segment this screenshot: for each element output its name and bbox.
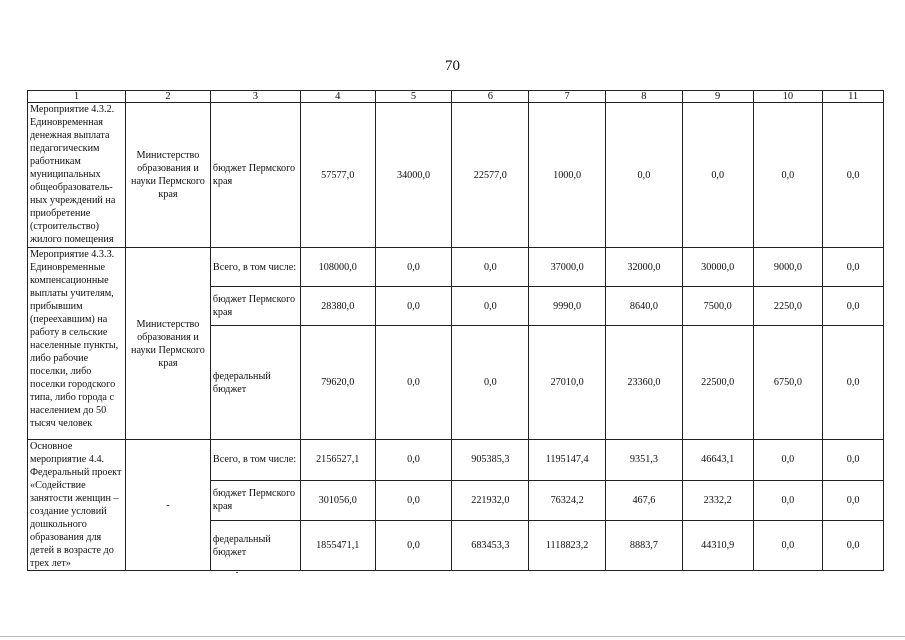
amount-cell: 467,6 bbox=[606, 480, 683, 521]
amount-cell: 0,0 bbox=[753, 521, 823, 571]
scan-speck bbox=[236, 572, 238, 573]
column-header: 3 bbox=[210, 91, 300, 103]
table-row bbox=[28, 248, 884, 287]
amount-cell: 0,0 bbox=[452, 248, 529, 287]
amount-cell: 683453,3 bbox=[452, 521, 529, 571]
column-header: 1 bbox=[28, 91, 126, 103]
amount-cell: 0,0 bbox=[375, 248, 452, 287]
executor: - bbox=[126, 440, 211, 571]
column-header: 5 bbox=[375, 91, 452, 103]
amount-cell: 0,0 bbox=[823, 287, 884, 326]
scan-edge-line bbox=[0, 636, 905, 637]
amount-cell: 1000,0 bbox=[529, 103, 606, 248]
amount-cell: 0,0 bbox=[753, 480, 823, 521]
amount-cell: 0,0 bbox=[753, 440, 823, 481]
column-header: 9 bbox=[682, 91, 753, 103]
amount-cell: 0,0 bbox=[452, 287, 529, 326]
column-header: 6 bbox=[452, 91, 529, 103]
amount-cell: 30000,0 bbox=[682, 248, 753, 287]
amount-cell: 1855471,1 bbox=[300, 521, 375, 571]
amount-cell: 2250,0 bbox=[753, 287, 823, 326]
column-header: 10 bbox=[753, 91, 823, 103]
amount-cell: 27010,0 bbox=[529, 326, 606, 440]
amount-cell: 0,0 bbox=[682, 103, 753, 248]
event-name: Мероприятие 4.3.3. Единовременные компенсационные выплаты учителям, прибывшим (переехавшим) на работу в сельские населенные пункты, либо рабочие поселки, либо поселки городского типа, либо города с населением до 50 тысяч человек bbox=[28, 248, 126, 440]
event-name: Основное мероприятие 4.4. Федеральный проект «Содействие занятости женщин – создание условий дошкольного образования для детей в возрасте до трех лет» bbox=[28, 440, 126, 571]
amount-cell: 0,0 bbox=[375, 521, 452, 571]
amount-cell: 76324,2 bbox=[529, 480, 606, 521]
amount-cell: 9351,3 bbox=[606, 440, 683, 481]
amount-cell: 28380,0 bbox=[300, 287, 375, 326]
amount-cell: 1118823,2 bbox=[529, 521, 606, 571]
column-header: 8 bbox=[606, 91, 683, 103]
amount-cell: 905385,3 bbox=[452, 440, 529, 481]
amount-cell: 1195147,4 bbox=[529, 440, 606, 481]
executor: Министерство образования и науки Пермского края bbox=[126, 103, 211, 248]
amount-cell: 8883,7 bbox=[606, 521, 683, 571]
amount-cell: 2156527,1 bbox=[300, 440, 375, 481]
amount-cell: 8640,0 bbox=[606, 287, 683, 326]
funding-source: бюджет Пермского края bbox=[210, 480, 300, 521]
amount-cell: 221932,0 bbox=[452, 480, 529, 521]
amount-cell: 0,0 bbox=[823, 326, 884, 440]
amount-cell: 0,0 bbox=[452, 326, 529, 440]
column-header: 11 bbox=[823, 91, 884, 103]
amount-cell: 0,0 bbox=[823, 248, 884, 287]
amount-cell: 9000,0 bbox=[753, 248, 823, 287]
amount-cell: 0,0 bbox=[606, 103, 683, 248]
amount-cell: 0,0 bbox=[823, 480, 884, 521]
header-row bbox=[28, 91, 884, 103]
amount-cell: 22577,0 bbox=[452, 103, 529, 248]
amount-cell: 7500,0 bbox=[682, 287, 753, 326]
amount-cell: 34000,0 bbox=[375, 103, 452, 248]
amount-cell: 301056,0 bbox=[300, 480, 375, 521]
amount-cell: 0,0 bbox=[375, 287, 452, 326]
column-header: 2 bbox=[126, 91, 211, 103]
amount-cell: 37000,0 bbox=[529, 248, 606, 287]
amount-cell: 0,0 bbox=[375, 440, 452, 481]
amount-cell: 0,0 bbox=[375, 326, 452, 440]
amount-cell: 57577,0 bbox=[300, 103, 375, 248]
funding-source: федеральный бюджет bbox=[210, 521, 300, 571]
table-row bbox=[28, 103, 884, 248]
amount-cell: 79620,0 bbox=[300, 326, 375, 440]
page-number: 70 bbox=[445, 58, 460, 74]
funding-source: бюджет Пермского края bbox=[210, 287, 300, 326]
amount-cell: 44310,9 bbox=[682, 521, 753, 571]
table-row bbox=[28, 440, 884, 481]
amount-cell: 0,0 bbox=[823, 440, 884, 481]
amount-cell: 6750,0 bbox=[753, 326, 823, 440]
event-name: Мероприятие 4.3.2. Единовременная денежная выплата педагогическим работникам муниципальных общеобразователь-ных учреждений на приобретение (строительство) жилого помещения bbox=[28, 103, 126, 248]
funding-source: бюджет Пермского края bbox=[210, 103, 300, 248]
funding-source: федеральный бюджет bbox=[210, 326, 300, 440]
amount-cell: 9990,0 bbox=[529, 287, 606, 326]
amount-cell: 46643,1 bbox=[682, 440, 753, 481]
executor: Министерство образования и науки Пермского края bbox=[126, 248, 211, 440]
budget-table bbox=[27, 90, 884, 571]
amount-cell: 0,0 bbox=[823, 103, 884, 248]
column-header: 7 bbox=[529, 91, 606, 103]
column-header: 4 bbox=[300, 91, 375, 103]
funding-source: Всего, в том числе: bbox=[210, 248, 300, 287]
amount-cell: 23360,0 bbox=[606, 326, 683, 440]
amount-cell: 2332,2 bbox=[682, 480, 753, 521]
amount-cell: 0,0 bbox=[753, 103, 823, 248]
amount-cell: 0,0 bbox=[375, 480, 452, 521]
amount-cell: 108000,0 bbox=[300, 248, 375, 287]
amount-cell: 32000,0 bbox=[606, 248, 683, 287]
amount-cell: 0,0 bbox=[823, 521, 884, 571]
funding-source: Всего, в том числе: bbox=[210, 440, 300, 481]
amount-cell: 22500,0 bbox=[682, 326, 753, 440]
